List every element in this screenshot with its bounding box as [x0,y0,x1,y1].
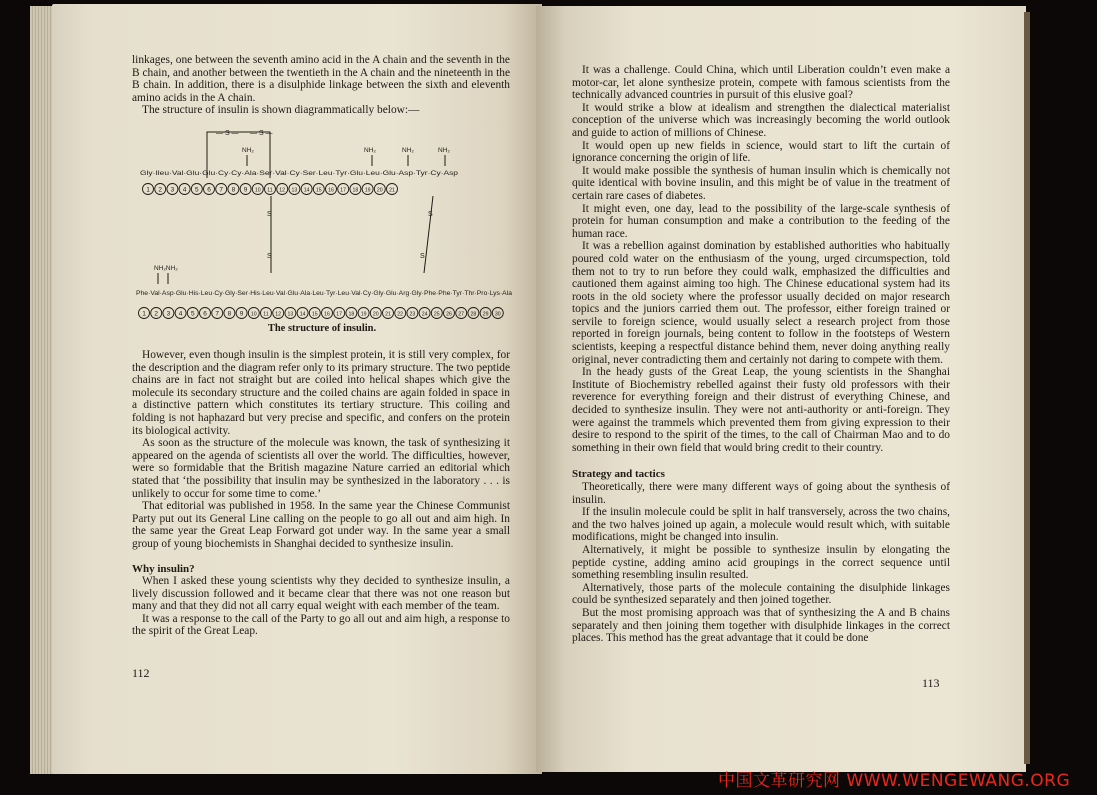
paragraph-most-promising: But the most promising approach was that of synthesizing the A and B chains separately and then joining them together with disulphide linkages in the correct places. This method has the great advantage that it could be done [572,606,950,645]
residue-number: 27 [458,311,465,318]
residue-number: 10 [250,311,257,318]
nh2-pair-label: NH₂NH₂ [154,265,178,272]
residue-number: 2 [154,310,159,318]
paragraph-response: It was a response to the call of the Party to go all out and aim high, a response to the spirit of the Great Leap. [132,612,510,638]
heading-strategy-tactics: Strategy and tactics [572,468,665,481]
residue-number: 15 [315,187,322,194]
residue-number: 1 [142,310,146,318]
residue-number: 18 [348,311,355,318]
paragraph-alternatively-1: Alternatively, it might be possible to synthesize insulin by elongating the peptide cystine, adding amino acid groupings in the correct sequence until something resembling insulin resulted. [572,543,950,582]
nh2-label: NH₂ [402,147,414,154]
residue-number: 17 [340,187,347,194]
paragraph-structure-intro: The structure of insulin is shown diagrammatically below:— [142,104,420,117]
chain-b-circles [139,308,504,319]
residue-number: 6 [207,186,211,194]
residue-number: 9 [239,310,244,318]
residue-number: 22 [397,311,404,318]
residue-number: 30 [494,311,501,318]
residue-number: 10 [254,187,261,194]
nh2-label: NH₂ [438,147,450,154]
sulphur-label: S [420,253,425,260]
paragraph-linkages: linkages, one between the seventh amino acid in the A chain and the seventh in the B chain, and another between the twentieth in the A chain and the nineteenth in the B chain. In addition, there is a disulphide linkage between the sixth and eleventh amino acids in the A chain. [132,54,510,104]
residue-number: 18 [352,187,359,194]
paragraph-alternatively-2: Alternatively, those parts of the molecule containing the disulphide linkages could be synthesized separately and then joined together. [572,581,950,607]
residue-number: 9 [243,186,248,194]
chain-a-sequence: Gly·Ileu·Val·Glu·Glu·Cy·Cy·Ala·Ser·Val·Cy·Ser·Leu·Tyr·Glu·Leu·Glu·Asp·Tyr·Cy·Asp [140,170,459,177]
residue-number: 20 [376,187,383,194]
paragraph-new-fields: It would open up new fields in science, would start to lift the curtain of ignorance concerning the origin of life. [572,139,950,165]
residue-number: 24 [421,311,428,318]
paragraph-theoretically: Theoretically, there were many different ways of going about the synthesis of insulin. [572,481,950,506]
residue-number: 15 [311,311,318,318]
residue-number: 5 [194,186,199,194]
residue-number: 19 [360,311,367,318]
chain-a-circles [143,184,398,195]
residue-number: 7 [219,186,224,194]
right-page [536,6,1026,772]
residue-number: 6 [203,310,207,318]
residue-number: 8 [231,186,236,194]
paragraph-rebellion: It was a rebellion against domination by established authorities who habitually poured cold water on the enthusiasm of the young, urged circumspection, told them not to try to run before they could walk, emphasized the difficulties and cautioned them against aiming too high. The Chinese educational system had its roots in the old society where the professor usually decided on major research topics and the juniors carried them out. The professor, either foreign trained or servile to foreign science, would usually select a research project from those reported in foreign journals, being content to follow in the footsteps of Western scientists, keeping a respectful distance behind them, never doing anything really original, never contradicting them and certainly not daring to compete with them. [572,240,950,366]
paragraph-possible: It would make possible the synthesis of human insulin which is chemically not quite identical with bovine insulin, and this might be of value in the treatment of certain rare cases of diabetes. [572,164,950,202]
sulphur-label: — S — [250,130,273,137]
paragraph-however: However, even though insulin is the simplest protein, it is still very complex, for the description and the diagram refer only to its primary structure. The two peptide chains are in fact not straight but are coiled into helical shapes which give the molecule its secondary structure and the coiled chains are again folded in space in a distinctive pattern which constitutes its tertiary structure. This coiling and folding is not haphazard but very precise and specific, and confers on the protein its biological activity. [132,349,510,437]
left-page [52,4,542,774]
residue-number: 1 [146,186,150,194]
residue-number: 11 [267,187,273,194]
residue-number: 11 [263,311,269,318]
residue-number: 21 [389,187,395,194]
paragraph-split: If the insulin molecule could be split in half transversely, across the two chains, and the two halves joined up again, a molecule would result which, with suitable modifications, might be changed into insulin. [572,506,950,544]
residue-number: 26 [446,311,452,318]
residue-number: 7 [215,310,220,318]
site-watermark: 中国文革研究网 WWW.WENGEWANG.ORG [718,771,1071,791]
residue-number: 25 [433,311,440,318]
residue-number: 3 [166,310,171,318]
residue-number: 5 [190,310,195,318]
insulin-structure-diagram [132,120,514,320]
residue-number: 19 [364,187,371,194]
residue-number: 8 [227,310,232,318]
nh2-label: NH₂ [242,147,254,154]
page-number-right: 113 [922,676,940,690]
residue-number: 4 [178,310,183,318]
residue-number: 2 [158,186,163,194]
residue-number: 16 [328,187,334,194]
residue-number: 17 [336,311,343,318]
paragraph-editorial: That editorial was published in 1958. In the same year the Chinese Communist Party put out its General Line calling on the people to go all out and aim high. In the same year the Great Leap Forward got under way. In the same year a small group of young biochemists in Shanghai decided to synthesize insulin. [132,500,510,550]
paragraph-heady-gusts: In the heady gusts of the Great Leap, the young scientists in the Shanghai Institute of Biochemistry rebelled against their fusty old professors with their reverence for everything foreign and their distrust of everything Chinese, and decided to synthesize insulin. They were not anti-authority or anti-foreign. They were against the trammels which prevented them from giving expression to their desire to respond to the spirit of the times, to the call of Chairman Mao and to do something in their own field that would bring credit to their country. [572,366,950,454]
residue-number: 13 [291,187,298,194]
residue-number: 23 [409,311,416,318]
nh2-label: NH₂ [364,147,376,154]
sulphur-label: — S — [216,130,239,137]
residue-number: 12 [279,187,286,194]
residue-number: 12 [275,311,282,318]
paragraph-one-day: It might even, one day, lead to the possibility of the large-scale synthesis of protein for human consumption and make a contribution to the feeding of the human race. [572,202,950,240]
paragraph-blow: It would strike a blow at idealism and strengthen the dialectical materialist conception of the universe which was increasingly becoming the world outlook and guide to action of millions of Chinese. [572,101,950,139]
sulphur-label: S [267,211,272,218]
left-column-top [132,54,510,117]
left-column-bottom [132,349,510,638]
heading-why-insulin: Why insulin? [132,562,195,575]
residue-number: 3 [170,186,175,194]
diagram-caption: The structure of insulin. [267,323,377,334]
right-page-edges [1024,12,1030,764]
residue-number: 20 [372,311,379,318]
residue-number: 16 [324,311,330,318]
paragraph-as-soon: As soon as the structure of the molecule was known, the task of synthesizing it appeared on the agenda of scientists all over the world. The difficulties, however, were so formidable that the British magazine Nature carried an editorial which stated that ‘the possibility that insulin may be synthesized in the laboratory . . . is unlikely to occur for some time to come.’ [132,437,510,500]
chain-b-sequence: Phe·Val·Asp·Glu·His·Leu·Cy·Gly·Ser·His·Leu·Val·Glu·Ala·Leu·Tyr·Leu·Val·Cy·Gly·Glu·Arg·Gly·Phe·Phe·Tyr·Thr·Pro·Lys·Ala [136,290,513,297]
paragraph-challenge: It was a challenge. Could China, which until Liberation couldn’t even make a motor-car, let alone synthesize protein, compete with famous scientists from the technically advanced countries in pursuit of this elusive goal? [572,64,950,102]
residue-number: 28 [470,311,477,318]
sulphur-label: S [267,253,272,260]
residue-number: 21 [385,311,391,318]
sulphur-label: S [428,211,433,218]
paragraph-when-i-asked: When I asked these young scientists why they decided to synthesize insulin, a lively discussion followed and it became clear that there was not one reason but many and that they did not all carry equal weight with each member of the team. [132,575,510,613]
residue-number: 14 [303,187,310,194]
page-number-left: 112 [132,666,150,680]
residue-number: 14 [299,311,306,318]
right-column-top [572,64,950,645]
residue-number: 13 [287,311,294,318]
residue-number: 4 [182,186,187,194]
residue-number: 29 [482,311,489,318]
